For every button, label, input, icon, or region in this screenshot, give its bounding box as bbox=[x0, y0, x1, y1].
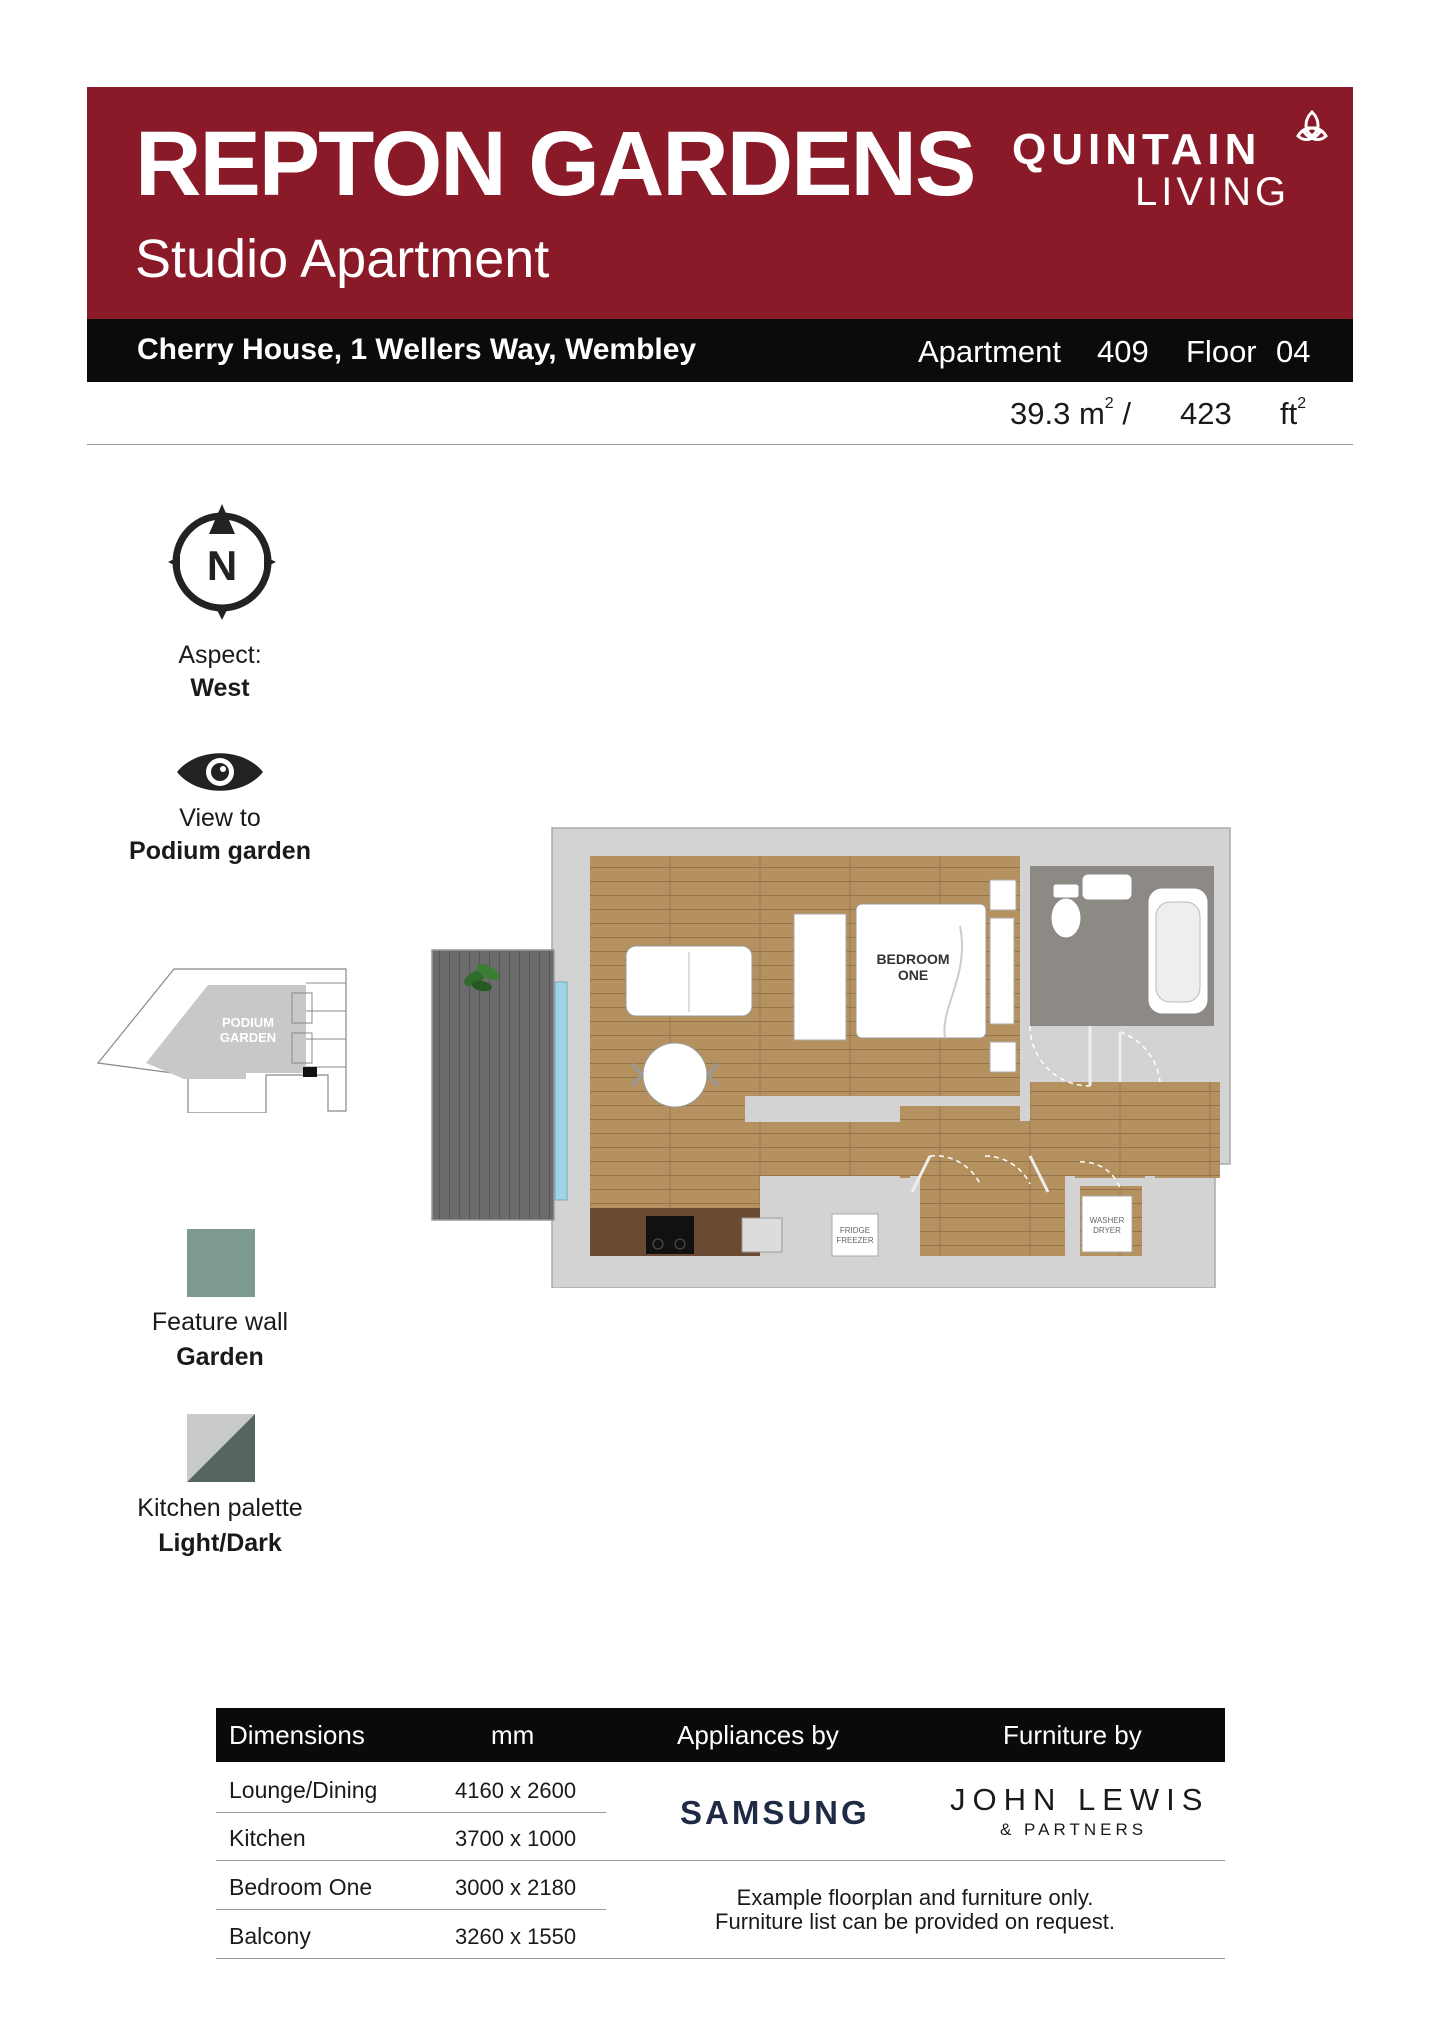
development-title: REPTON GARDENS bbox=[135, 113, 975, 215]
area-metric-unit: m bbox=[1078, 396, 1105, 431]
floor-plan bbox=[430, 826, 1235, 1288]
row-name-kitchen: Kitchen bbox=[229, 1825, 306, 1851]
header-appliances: Appliances by bbox=[677, 1720, 839, 1750]
apartment-number: 409 bbox=[1097, 334, 1149, 369]
brand-subname: LIVING bbox=[1135, 170, 1291, 214]
row-divider bbox=[216, 1812, 606, 1813]
address: Cherry House, 1 Wellers Way, Wembley bbox=[137, 333, 697, 366]
compass-letter: N bbox=[206, 542, 238, 589]
washer-label-2: DRYER bbox=[1093, 1226, 1121, 1235]
disclaimer-line-2: Furniture list can be provided on request. bbox=[715, 1909, 1115, 1934]
disclaimer-line-1: Example floorplan and furniture only. bbox=[736, 1885, 1094, 1910]
area-metric-value: 39.3 bbox=[1010, 396, 1071, 431]
kitchen-palette-swatch bbox=[187, 1414, 255, 1482]
keyplan-label-2: GARDEN bbox=[219, 1030, 277, 1045]
area-separator: / bbox=[1122, 396, 1131, 431]
row-name-balcony: Balcony bbox=[229, 1923, 311, 1949]
apartment-type: Studio Apartment bbox=[135, 229, 550, 289]
floor-label: Floor bbox=[1186, 334, 1257, 369]
imperial-superscript: 2 bbox=[1297, 395, 1307, 412]
area-metric bbox=[1010, 395, 1131, 431]
metric-superscript: 2 bbox=[1104, 395, 1114, 412]
kitchen-palette-value: Light/Dark bbox=[158, 1529, 282, 1557]
kitchen-palette-label: Kitchen palette bbox=[137, 1494, 303, 1522]
area-imperial-unit-wrap bbox=[1280, 395, 1307, 431]
john-lewis-logo: JOHN LEWIS bbox=[950, 1782, 1210, 1817]
aspect-label: Aspect: bbox=[178, 641, 262, 669]
area-imperial bbox=[1180, 398, 1232, 429]
trefoil-logo-icon bbox=[1290, 106, 1334, 150]
row-value-kitchen: 3700 x 1000 bbox=[455, 1826, 577, 1851]
apartment-label: Apartment bbox=[918, 334, 1062, 369]
row-divider bbox=[216, 1860, 1225, 1861]
feature-wall-value: Garden bbox=[176, 1343, 264, 1371]
area-imperial-unit: ft bbox=[1280, 396, 1298, 431]
row-divider bbox=[216, 1909, 606, 1910]
row-name-lounge: Lounge/Dining bbox=[229, 1777, 378, 1803]
header-furniture: Furniture by bbox=[1003, 1720, 1142, 1750]
header-dimensions: Dimensions bbox=[229, 1720, 365, 1750]
site-keyplan bbox=[96, 963, 348, 1113]
header-mm: mm bbox=[491, 1720, 535, 1750]
john-lewis-partners: & PARTNERS bbox=[1000, 1820, 1148, 1839]
area-imperial-value: 423 bbox=[1180, 396, 1232, 431]
feature-wall-label: Feature wall bbox=[151, 1308, 289, 1336]
view-value: Podium garden bbox=[129, 837, 311, 865]
row-name-bedroom: Bedroom One bbox=[229, 1874, 373, 1900]
keyplan-label-1: PODIUM bbox=[222, 1015, 274, 1030]
feature-wall-swatch bbox=[187, 1229, 255, 1297]
fridge-label-1: FRIDGE bbox=[839, 1226, 871, 1235]
brand-name: QUINTAIN bbox=[1012, 125, 1262, 174]
north-compass-icon bbox=[166, 500, 278, 624]
row-value-lounge: 4160 x 2600 bbox=[455, 1778, 577, 1803]
washer-label-1: WASHER bbox=[1089, 1216, 1125, 1225]
table-bottom-rule bbox=[216, 1958, 1225, 1959]
aspect-value: West bbox=[190, 674, 250, 702]
row-value-bedroom: 3000 x 2180 bbox=[455, 1875, 577, 1900]
eye-icon bbox=[175, 749, 265, 795]
header-divider bbox=[87, 444, 1353, 445]
fridge-label-2: FREEZER bbox=[836, 1236, 874, 1245]
view-label: View to bbox=[179, 804, 261, 832]
row-value-balcony: 3260 x 1550 bbox=[455, 1924, 577, 1949]
samsung-logo: SAMSUNG bbox=[680, 1794, 870, 1831]
floor-number: 04 bbox=[1276, 334, 1311, 369]
bedroom-label-1: BEDROOM bbox=[876, 951, 950, 967]
bedroom-label-2: ONE bbox=[897, 967, 929, 983]
